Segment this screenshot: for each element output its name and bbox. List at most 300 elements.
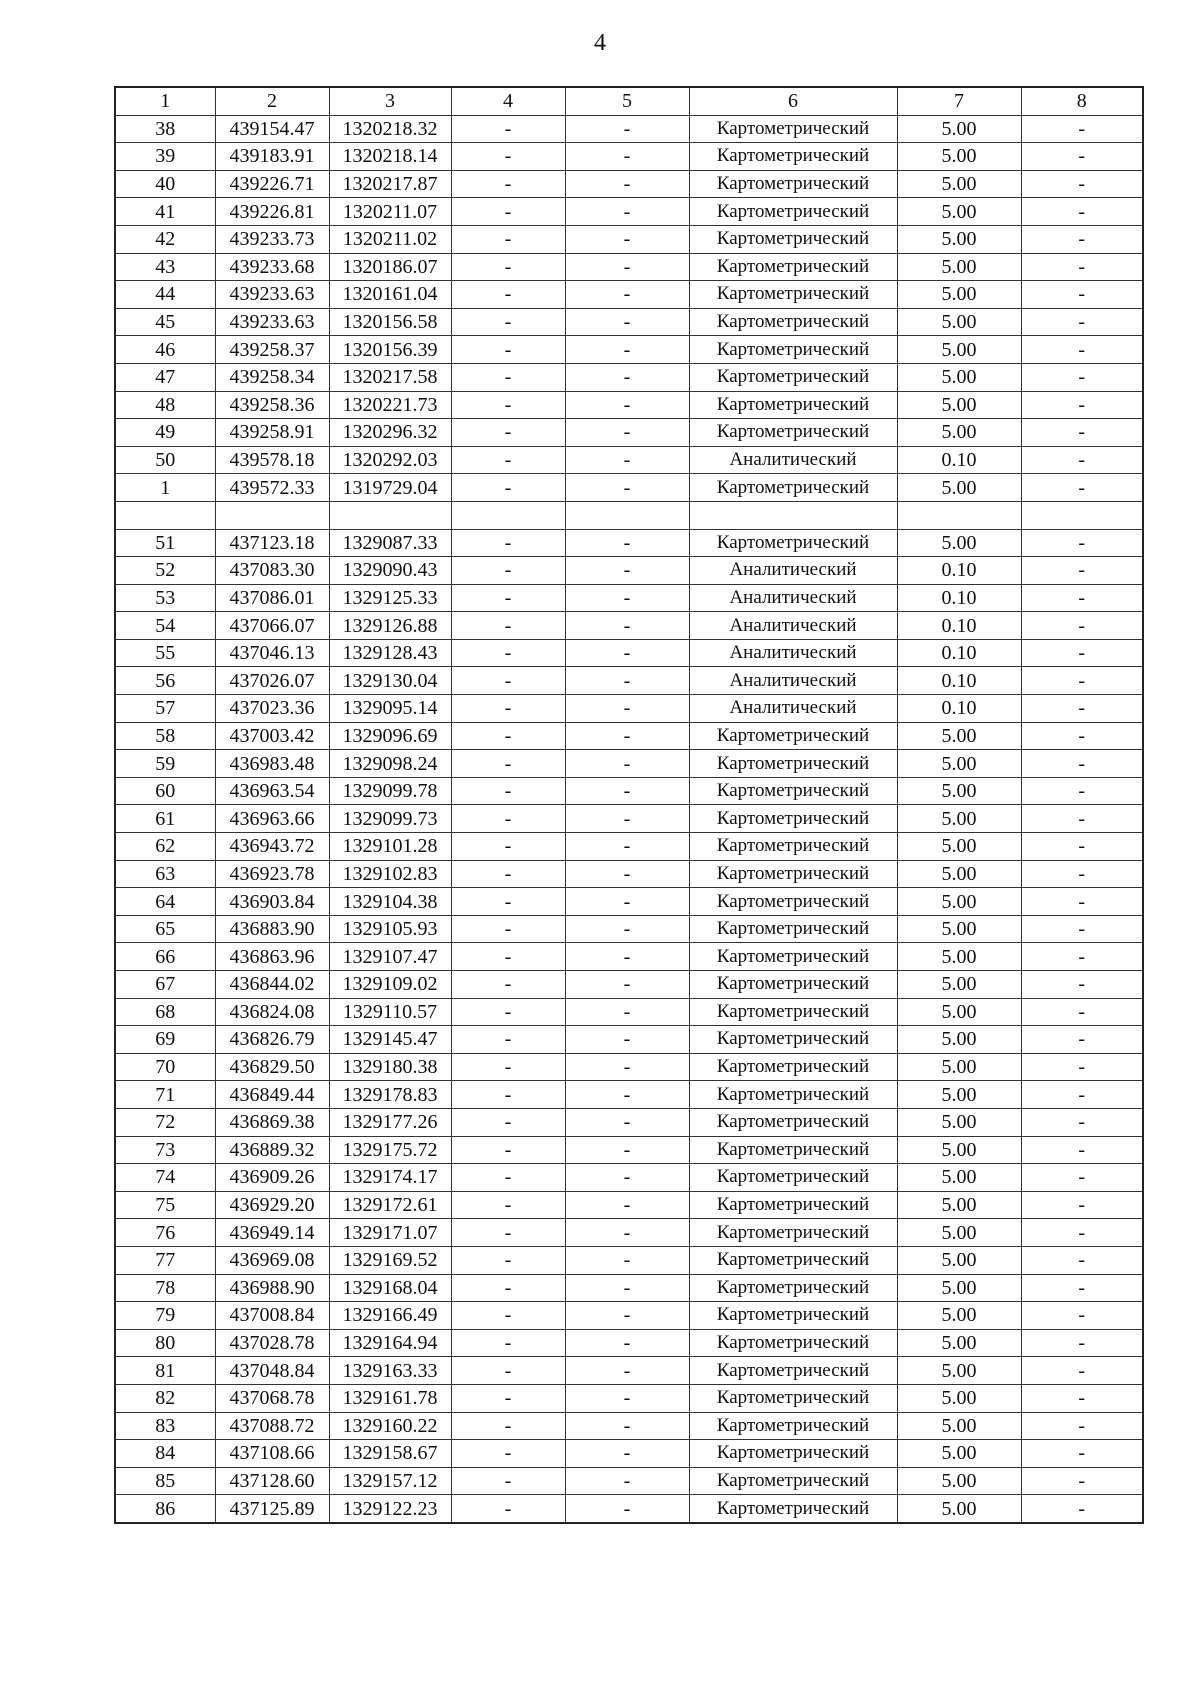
table-cell-col-2: 437003.42	[215, 722, 329, 750]
table-cell-col-3: 1329180.38	[329, 1053, 451, 1081]
table-cell-col-5: -	[565, 474, 689, 502]
table-row	[115, 833, 1143, 861]
table-cell-col-3: 1320186.07	[329, 253, 451, 281]
table-cell-col-1: 55	[115, 639, 215, 667]
table-cell-col-3: 1320218.14	[329, 143, 451, 171]
column-header-1: 1	[115, 87, 215, 115]
column-header-4: 4	[451, 87, 565, 115]
table-cell-col-3: 1320156.39	[329, 336, 451, 364]
table-cell-col-8: -	[1021, 446, 1143, 474]
table-cell-col-7: 5.00	[897, 1191, 1021, 1219]
table-cell-col-2: 439154.47	[215, 115, 329, 143]
table-cell-col-6: Картометрический	[689, 833, 897, 861]
table-cell-col-8: -	[1021, 170, 1143, 198]
table-cell-col-3: 1329164.94	[329, 1329, 451, 1357]
table-cell-col-8: -	[1021, 1412, 1143, 1440]
table-cell-col-7: 0.10	[897, 695, 1021, 723]
table-row	[115, 1302, 1143, 1330]
table-cell-col-5: -	[565, 888, 689, 916]
table-cell-col-8: -	[1021, 805, 1143, 833]
table-cell-col-4: -	[451, 1136, 565, 1164]
table-cell-col-6: Картометрический	[689, 170, 897, 198]
table-cell-col-5: -	[565, 998, 689, 1026]
table-cell-col-5: -	[565, 971, 689, 999]
table-cell-col-5: -	[565, 639, 689, 667]
table-cell-col-6: Картометрический	[689, 998, 897, 1026]
table-cell-col-1: 78	[115, 1274, 215, 1302]
table-cell-col-5: -	[565, 336, 689, 364]
table-cell-col-1: 72	[115, 1108, 215, 1136]
table-cell-col-4: -	[451, 998, 565, 1026]
table-cell-col-7: 0.10	[897, 446, 1021, 474]
table-cell-col-8: -	[1021, 1467, 1143, 1495]
table-cell-col-4: -	[451, 419, 565, 447]
table-cell-col-4: -	[451, 1412, 565, 1440]
table-row	[115, 391, 1143, 419]
table-cell-col-5: -	[565, 833, 689, 861]
table-cell-col-8: -	[1021, 143, 1143, 171]
table-cell-col-2: 436988.90	[215, 1274, 329, 1302]
table-cell-col-4: -	[451, 915, 565, 943]
table-row	[115, 1136, 1143, 1164]
table-cell-col-6: Картометрический	[689, 888, 897, 916]
table-cell-col-1: 60	[115, 777, 215, 805]
table-row	[115, 777, 1143, 805]
table-cell-col-3: 1320292.03	[329, 446, 451, 474]
table-cell-col-1: 63	[115, 860, 215, 888]
table-cell-col-6: Картометрический	[689, 474, 897, 502]
table-cell-col-5: -	[565, 253, 689, 281]
table-cell-col-5: -	[565, 722, 689, 750]
table-cell-col-7: 5.00	[897, 1412, 1021, 1440]
table-cell-col-6: Картометрический	[689, 281, 897, 309]
table-cell-col-3: 1320217.58	[329, 363, 451, 391]
table-cell-col-3: 1329128.43	[329, 639, 451, 667]
table-cell-col-3: 1329126.88	[329, 612, 451, 640]
table-cell-col-3: 1329109.02	[329, 971, 451, 999]
table-cell-col-6: Аналитический	[689, 639, 897, 667]
table-cell-col-3: 1329099.73	[329, 805, 451, 833]
table-cell-col-1: 38	[115, 115, 215, 143]
table-cell-col-5: -	[565, 1136, 689, 1164]
table-cell-col-4: -	[451, 253, 565, 281]
table-cell-col-1: 48	[115, 391, 215, 419]
table-cell-col-4: -	[451, 612, 565, 640]
table-cell-col-8: -	[1021, 1108, 1143, 1136]
table-row	[115, 1053, 1143, 1081]
table-cell-col-5: -	[565, 419, 689, 447]
table-cell-col-2: 437108.66	[215, 1440, 329, 1468]
table-cell-col-3: 1329160.22	[329, 1412, 451, 1440]
table-cell-col-1: 76	[115, 1219, 215, 1247]
table-cell-col-3: 1329169.52	[329, 1246, 451, 1274]
table-cell-col-3: 1329171.07	[329, 1219, 451, 1247]
table-cell-col-1: 64	[115, 888, 215, 916]
table-cell-col-4: -	[451, 308, 565, 336]
table-cell-col-2: 436949.14	[215, 1219, 329, 1247]
table-cell-col-6: Картометрический	[689, 915, 897, 943]
table-cell-col-5: -	[565, 1412, 689, 1440]
table-cell-col-7: 5.00	[897, 253, 1021, 281]
table-cell-col-5: -	[565, 1302, 689, 1330]
table-cell-col-3: 1329161.78	[329, 1384, 451, 1412]
table-cell-col-1: 54	[115, 612, 215, 640]
table-cell-col-4: -	[451, 1053, 565, 1081]
table-cell-col-1: 56	[115, 667, 215, 695]
table-cell-col-6: Картометрический	[689, 225, 897, 253]
table-cell-col-7: 5.00	[897, 419, 1021, 447]
table-cell-col-3: 1329090.43	[329, 557, 451, 585]
table-row	[115, 1329, 1143, 1357]
table-cell-col-5: -	[565, 667, 689, 695]
table-cell-col-6: Аналитический	[689, 446, 897, 474]
table-cell-col-2: 437086.01	[215, 584, 329, 612]
table-cell-col-7: 5.00	[897, 529, 1021, 557]
table-cell-col-1: 45	[115, 308, 215, 336]
table-cell-col-7: 5.00	[897, 363, 1021, 391]
table-cell-col-1: 43	[115, 253, 215, 281]
table-cell-col-5: -	[565, 1191, 689, 1219]
table-cell-col-2: 436869.38	[215, 1108, 329, 1136]
table-cell-col-3: 1329157.12	[329, 1467, 451, 1495]
table-cell-col-3: 1320217.87	[329, 170, 451, 198]
table-cell-col-5: -	[565, 943, 689, 971]
table-cell-col-2: 439233.73	[215, 225, 329, 253]
table-cell-col-3: 1320221.73	[329, 391, 451, 419]
table-cell-col-2: 437066.07	[215, 612, 329, 640]
table-cell-col-2: 436943.72	[215, 833, 329, 861]
table-cell-col-8: -	[1021, 529, 1143, 557]
table-cell-col-8: -	[1021, 667, 1143, 695]
table-cell-col-8: -	[1021, 1246, 1143, 1274]
table-cell-col-3: 1329104.38	[329, 888, 451, 916]
table-cell-col-5: -	[565, 1495, 689, 1523]
column-header-2: 2	[215, 87, 329, 115]
table-cell-col-2: 439578.18	[215, 446, 329, 474]
table-cell-col-6: Картометрический	[689, 1495, 897, 1523]
table-cell-col-7: 5.00	[897, 474, 1021, 502]
table-cell-col-4	[451, 501, 565, 529]
table-cell-col-3: 1320296.32	[329, 419, 451, 447]
table-cell-col-2: 437028.78	[215, 1329, 329, 1357]
table-cell-col-1: 71	[115, 1081, 215, 1109]
column-header-7: 7	[897, 87, 1021, 115]
table-cell-col-2: 436863.96	[215, 943, 329, 971]
table-cell-col-4: -	[451, 1219, 565, 1247]
table-row	[115, 1274, 1143, 1302]
table-cell-col-3: 1320156.58	[329, 308, 451, 336]
table-cell-col-6: Картометрический	[689, 1384, 897, 1412]
table-cell-col-6: Картометрический	[689, 722, 897, 750]
table-cell-col-4: -	[451, 860, 565, 888]
table-row	[115, 1384, 1143, 1412]
table-cell-col-5: -	[565, 1219, 689, 1247]
table-row	[115, 198, 1143, 226]
table-cell-col-1: 40	[115, 170, 215, 198]
table-cell-col-8: -	[1021, 1440, 1143, 1468]
table-cell-col-1: 39	[115, 143, 215, 171]
table-cell-col-2: 436824.08	[215, 998, 329, 1026]
table-cell-col-1: 65	[115, 915, 215, 943]
table-cell-col-3	[329, 501, 451, 529]
column-header-6: 6	[689, 87, 897, 115]
table-cell-col-8: -	[1021, 391, 1143, 419]
table-cell-col-7: 5.00	[897, 1108, 1021, 1136]
table-cell-col-2: 436983.48	[215, 750, 329, 778]
table-cell-col-7: 5.00	[897, 943, 1021, 971]
table-cell-col-6: Картометрический	[689, 1219, 897, 1247]
table-cell-col-6: Картометрический	[689, 253, 897, 281]
table-cell-col-1	[115, 501, 215, 529]
table-cell-col-3: 1329163.33	[329, 1357, 451, 1385]
table-cell-col-8: -	[1021, 639, 1143, 667]
table-cell-col-7: 5.00	[897, 336, 1021, 364]
table-cell-col-4: -	[451, 695, 565, 723]
table-cell-col-3: 1329174.17	[329, 1164, 451, 1192]
table-row	[115, 612, 1143, 640]
table-cell-col-2: 436903.84	[215, 888, 329, 916]
table-cell-col-2: 436829.50	[215, 1053, 329, 1081]
table-cell-col-8: -	[1021, 1191, 1143, 1219]
table-cell-col-7: 5.00	[897, 115, 1021, 143]
table-cell-col-4: -	[451, 198, 565, 226]
table-cell-col-4: -	[451, 1440, 565, 1468]
table-cell-col-6: Картометрический	[689, 777, 897, 805]
table-cell-col-4: -	[451, 1302, 565, 1330]
table-cell-col-5: -	[565, 777, 689, 805]
table-cell-col-6: Картометрический	[689, 143, 897, 171]
table-cell-col-3: 1329107.47	[329, 943, 451, 971]
table-cell-col-5: -	[565, 1246, 689, 1274]
table-cell-col-7: 5.00	[897, 1495, 1021, 1523]
table-cell-col-2: 437125.89	[215, 1495, 329, 1523]
table-cell-col-3: 1329095.14	[329, 695, 451, 723]
table-cell-col-8: -	[1021, 1219, 1143, 1247]
table-cell-col-5: -	[565, 1357, 689, 1385]
table-cell-col-7: 0.10	[897, 667, 1021, 695]
table-cell-col-4: -	[451, 281, 565, 309]
table-cell-col-5: -	[565, 446, 689, 474]
table-cell-col-7: 5.00	[897, 1302, 1021, 1330]
table-cell-col-4: -	[451, 336, 565, 364]
table-cell-col-2: 436963.66	[215, 805, 329, 833]
table-row	[115, 1440, 1143, 1468]
table-row	[115, 1357, 1143, 1385]
table-cell-col-3: 1329087.33	[329, 529, 451, 557]
table-cell-col-7: 5.00	[897, 1026, 1021, 1054]
table-cell-col-2: 437128.60	[215, 1467, 329, 1495]
table-cell-col-1: 62	[115, 833, 215, 861]
table-cell-col-8: -	[1021, 225, 1143, 253]
table-row	[115, 336, 1143, 364]
table-cell-col-8	[1021, 501, 1143, 529]
table-row	[115, 639, 1143, 667]
table-cell-col-5: -	[565, 143, 689, 171]
table-cell-col-4: -	[451, 225, 565, 253]
table-cell-col-1: 74	[115, 1164, 215, 1192]
table-cell-col-6: Картометрический	[689, 1246, 897, 1274]
table-cell-col-2: 439258.36	[215, 391, 329, 419]
table-cell-col-8: -	[1021, 281, 1143, 309]
table-cell-col-1: 86	[115, 1495, 215, 1523]
table-cell-col-4: -	[451, 1495, 565, 1523]
table-cell-col-7: 5.00	[897, 308, 1021, 336]
table-cell-col-5: -	[565, 1053, 689, 1081]
table-cell-col-3: 1320218.32	[329, 115, 451, 143]
table-row	[115, 1026, 1143, 1054]
table-cell-col-6: Картометрический	[689, 1191, 897, 1219]
table-cell-col-8: -	[1021, 1026, 1143, 1054]
table-cell-col-8: -	[1021, 833, 1143, 861]
table-cell-col-2: 436929.20	[215, 1191, 329, 1219]
table-cell-col-1: 50	[115, 446, 215, 474]
table-cell-col-6: Картометрический	[689, 1274, 897, 1302]
table-cell-col-2: 436883.90	[215, 915, 329, 943]
table-cell-col-6: Аналитический	[689, 557, 897, 585]
table-cell-col-7: 0.10	[897, 557, 1021, 585]
table-cell-col-7: 5.00	[897, 998, 1021, 1026]
table-cell-col-4: -	[451, 1246, 565, 1274]
table-cell-col-3: 1329105.93	[329, 915, 451, 943]
table-cell-col-2: 437088.72	[215, 1412, 329, 1440]
table-cell-col-5: -	[565, 363, 689, 391]
table-cell-col-4: -	[451, 805, 565, 833]
table-cell-col-8: -	[1021, 1274, 1143, 1302]
table-cell-col-1: 49	[115, 419, 215, 447]
table-cell-col-6: Картометрический	[689, 1467, 897, 1495]
table-cell-col-2: 436909.26	[215, 1164, 329, 1192]
table-cell-col-7: 5.00	[897, 1081, 1021, 1109]
table-row	[115, 695, 1143, 723]
table-cell-col-7: 5.00	[897, 1274, 1021, 1302]
table-cell-col-1: 61	[115, 805, 215, 833]
table-cell-col-1: 84	[115, 1440, 215, 1468]
table-cell-col-3: 1329122.23	[329, 1495, 451, 1523]
table-cell-col-4: -	[451, 1026, 565, 1054]
table-cell-col-6: Картометрический	[689, 363, 897, 391]
table-cell-col-7: 5.00	[897, 777, 1021, 805]
table-cell-col-8: -	[1021, 253, 1143, 281]
table-cell-col-8: -	[1021, 695, 1143, 723]
table-cell-col-2: 437083.30	[215, 557, 329, 585]
table-cell-col-8: -	[1021, 750, 1143, 778]
table-row	[115, 1467, 1143, 1495]
table-cell-col-5: -	[565, 750, 689, 778]
table-cell-col-8: -	[1021, 363, 1143, 391]
table-cell-col-3: 1319729.04	[329, 474, 451, 502]
table-cell-col-4: -	[451, 833, 565, 861]
table-row	[115, 1164, 1143, 1192]
column-header-8: 8	[1021, 87, 1143, 115]
table-cell-col-2: 439233.68	[215, 253, 329, 281]
table-cell-col-1: 69	[115, 1026, 215, 1054]
table-cell-col-8: -	[1021, 557, 1143, 585]
table-row	[115, 998, 1143, 1026]
table-cell-col-1: 81	[115, 1357, 215, 1385]
table-cell-col-6: Картометрический	[689, 1329, 897, 1357]
table-row	[115, 225, 1143, 253]
table-cell-col-3: 1320211.07	[329, 198, 451, 226]
table-cell-col-7: 0.10	[897, 584, 1021, 612]
table-cell-col-8: -	[1021, 915, 1143, 943]
table-cell-col-4: -	[451, 943, 565, 971]
table-cell-col-4: -	[451, 722, 565, 750]
table-cell-col-4: -	[451, 1164, 565, 1192]
table-cell-col-1: 59	[115, 750, 215, 778]
table-cell-col-6: Картометрический	[689, 391, 897, 419]
table-cell-col-1: 77	[115, 1246, 215, 1274]
table-cell-col-5: -	[565, 1467, 689, 1495]
table-cell-col-1: 52	[115, 557, 215, 585]
table-cell-col-1: 67	[115, 971, 215, 999]
page-number: 4	[594, 30, 606, 56]
table-cell-col-4: -	[451, 1467, 565, 1495]
table-cell-col-2: 439258.91	[215, 419, 329, 447]
table-cell-col-1: 73	[115, 1136, 215, 1164]
table-cell-col-7: 5.00	[897, 888, 1021, 916]
table-cell-col-1: 53	[115, 584, 215, 612]
table-cell-col-5: -	[565, 308, 689, 336]
table-cell-col-1: 68	[115, 998, 215, 1026]
table-cell-col-5: -	[565, 860, 689, 888]
table-cell-col-2: 436923.78	[215, 860, 329, 888]
table-cell-col-4: -	[451, 584, 565, 612]
column-header-3: 3	[329, 87, 451, 115]
table-cell-col-2: 439233.63	[215, 308, 329, 336]
table-cell-col-2: 439572.33	[215, 474, 329, 502]
table-cell-col-2: 437008.84	[215, 1302, 329, 1330]
table-cell-col-7: 5.00	[897, 805, 1021, 833]
table-cell-col-7: 5.00	[897, 1053, 1021, 1081]
table-cell-col-4: -	[451, 667, 565, 695]
table-row	[115, 557, 1143, 585]
table-cell-col-6: Картометрический	[689, 750, 897, 778]
table-cell-col-7: 5.00	[897, 1329, 1021, 1357]
table-cell-col-6: Картометрический	[689, 1108, 897, 1136]
table-cell-col-6: Картометрический	[689, 115, 897, 143]
table-cell-col-5: -	[565, 225, 689, 253]
table-cell-col-5: -	[565, 1081, 689, 1109]
table-cell-col-4: -	[451, 888, 565, 916]
table-cell-col-5: -	[565, 1329, 689, 1357]
table-cell-col-7	[897, 501, 1021, 529]
table-cell-col-6: Аналитический	[689, 695, 897, 723]
table-body	[115, 115, 1143, 1523]
table-cell-col-6: Картометрический	[689, 860, 897, 888]
table-cell-col-7: 5.00	[897, 1136, 1021, 1164]
table-cell-col-2: 439183.91	[215, 143, 329, 171]
table-cell-col-8: -	[1021, 777, 1143, 805]
table-cell-col-1: 51	[115, 529, 215, 557]
table-cell-col-8: -	[1021, 1357, 1143, 1385]
table-cell-col-1: 46	[115, 336, 215, 364]
table-cell-col-8: -	[1021, 419, 1143, 447]
table-row	[115, 170, 1143, 198]
table-cell-col-5: -	[565, 1274, 689, 1302]
table-cell-col-6: Картометрический	[689, 1136, 897, 1164]
table-cell-col-4: -	[451, 529, 565, 557]
table-cell-col-5: -	[565, 281, 689, 309]
table-row	[115, 281, 1143, 309]
table-cell-col-2: 439233.63	[215, 281, 329, 309]
table-cell-col-2: 437023.36	[215, 695, 329, 723]
table-cell-col-5: -	[565, 529, 689, 557]
table-row	[115, 750, 1143, 778]
table-cell-col-5: -	[565, 915, 689, 943]
table-cell-col-2: 437068.78	[215, 1384, 329, 1412]
table-row	[115, 943, 1143, 971]
table-cell-col-5: -	[565, 1164, 689, 1192]
